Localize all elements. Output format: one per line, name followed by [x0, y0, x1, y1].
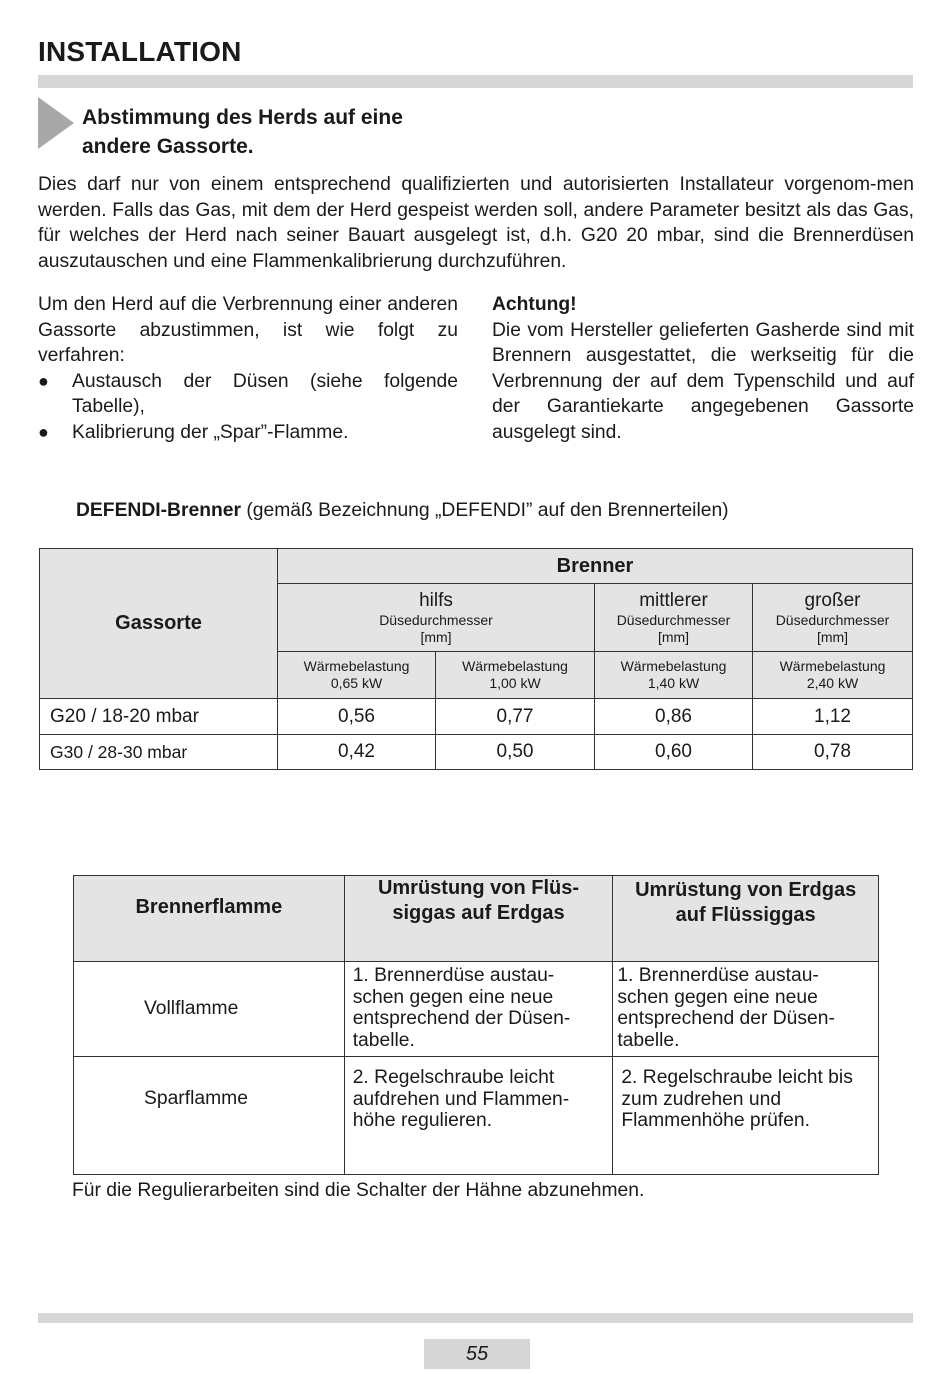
left-column	[38, 292, 458, 445]
load-label: Wärmebelastung	[462, 658, 568, 674]
attention-text: Die vom Hersteller gelieferten Gasherde sind mit Brennern ausgestattet, die werkseitig für die Verbrennung der auf dem Typenschild und auf der Garantiekarte angegebenen Gassorte ausgelegt sind.	[492, 319, 914, 443]
section-arrow-icon	[38, 97, 74, 149]
list-item	[38, 420, 458, 446]
burner-sub: Düsedurchmesser	[775, 611, 890, 628]
value-cell: 0,56	[278, 699, 436, 735]
procedure-text: Um den Herd auf die Verbrennung einer anderen Gassorte abzustimmen, ist wie folgt zu verfahren:	[38, 294, 458, 366]
burner-name: hilfs	[419, 589, 453, 611]
footer-divider	[38, 1313, 913, 1323]
section-heading-line2: andere Gassorte.	[82, 135, 254, 158]
flame-label: Sparflamme	[74, 1057, 345, 1175]
load-label: Wärmebelastung	[303, 658, 410, 674]
burner-name: großer	[804, 589, 861, 611]
burner-sub: Düsedurchmesser	[379, 611, 493, 628]
load-cell	[595, 652, 753, 699]
attention-column	[492, 292, 914, 445]
load-value: 1,00 kW	[489, 675, 541, 691]
section-heading	[82, 103, 403, 161]
value-cell: 1,12	[753, 699, 913, 735]
value-cell: 0,78	[753, 735, 913, 770]
defendi-bold: DEFENDI-Brenner	[76, 500, 241, 521]
burner-name: mittlerer	[639, 589, 708, 611]
page-number: 55	[424, 1339, 530, 1369]
header-divider	[38, 75, 913, 88]
gassorte-header: Gassorte	[40, 549, 278, 699]
flame-label: Vollflamme	[74, 962, 345, 1057]
list-item-text: Kalibrierung der „Spar”-Flamme.	[72, 421, 349, 443]
load-value: 1,40 kW	[647, 675, 700, 691]
load-cell	[753, 652, 913, 699]
load-cell	[436, 652, 595, 699]
defendi-rest: (gemäß Bezeichnung „DEFENDI” auf den Brennerteilen)	[240, 500, 729, 521]
burner-sub: Düsedurchmesser	[616, 611, 731, 628]
table-row	[74, 962, 879, 1057]
burner-unit: [mm]	[657, 628, 690, 645]
table-row	[74, 1057, 879, 1175]
instruction-cell: 2. Regelschraube leicht aufdrehen und Flammen-höhe regulieren.	[344, 1057, 613, 1175]
gas-type-cell: G30 / 28-30 mbar	[40, 735, 278, 770]
instruction-cell: 2. Regelschraube leicht bis zum zudrehen und Flammenhöhe prüfen.	[613, 1057, 879, 1175]
load-cell	[278, 652, 436, 699]
load-label: Wärmebelastung	[620, 658, 727, 674]
intro-paragraph: Dies darf nur von einem entsprechend qualifizierten und autorisierten Installateur vorgenom-men werden. Falls das Gas, mit dem der Herd gespeist werden soll, andere Parameter besitzt als das Gas, für welches der Herd nach seiner Bauart ausgelegt ist, d.h. G20 20 mbar, sind die Brennerdüsen auszutauschen und eine Flammenkalibrierung durchzuführen.	[38, 174, 914, 272]
table-row	[40, 735, 913, 770]
value-cell: 0,50	[436, 735, 595, 770]
value-cell: 0,60	[595, 735, 753, 770]
lpg-to-natural-header: Umrüstung von Flüs-siggas auf Erdgas	[344, 876, 613, 962]
section-heading-line1: Abstimmung des Herds auf eine	[82, 106, 403, 129]
burner-header-grosser	[753, 584, 913, 652]
list-item-text: Austausch der Düsen (siehe folgende Tabelle),	[72, 370, 458, 417]
page-title: INSTALLATION	[38, 36, 242, 67]
brenner-header: Brenner	[278, 549, 913, 584]
gas-type-cell: G20 / 18-20 mbar	[40, 699, 278, 735]
value-cell: 0,86	[595, 699, 753, 735]
defendi-caption	[76, 500, 729, 522]
footer-note: Für die Regulierarbeiten sind die Schalter der Hähne abzunehmen.	[72, 1180, 645, 1201]
list-item	[38, 369, 458, 420]
value-cell: 0,42	[278, 735, 436, 770]
nozzle-table	[39, 548, 913, 770]
flame-table	[73, 875, 879, 1175]
burner-header-hilfs	[278, 584, 595, 652]
table-row	[40, 699, 913, 735]
burner-unit: [mm]	[420, 628, 452, 645]
instruction-cell: 1. Brennerdüse austau-schen gegen eine neue entsprechend der Düsen-tabelle.	[344, 962, 613, 1057]
load-value: 0,65 kW	[330, 675, 383, 691]
flame-header: Brennerflamme	[74, 876, 345, 962]
natural-to-lpg-header: Umrüstung von Erdgas auf Flüssiggas	[613, 876, 879, 962]
bullet-icon: ●	[38, 370, 49, 391]
bullet-icon: ●	[38, 421, 49, 442]
load-value: 2,40 kW	[806, 675, 859, 691]
burner-unit: [mm]	[816, 628, 849, 645]
load-label: Wärmebelastung	[779, 658, 886, 674]
attention-title: Achtung!	[492, 294, 577, 315]
instruction-cell: 1. Brennerdüse austau-schen gegen eine neue entsprechend der Düsen-tabelle.	[613, 962, 879, 1057]
burner-header-mittlerer	[595, 584, 753, 652]
value-cell: 0,77	[436, 699, 595, 735]
